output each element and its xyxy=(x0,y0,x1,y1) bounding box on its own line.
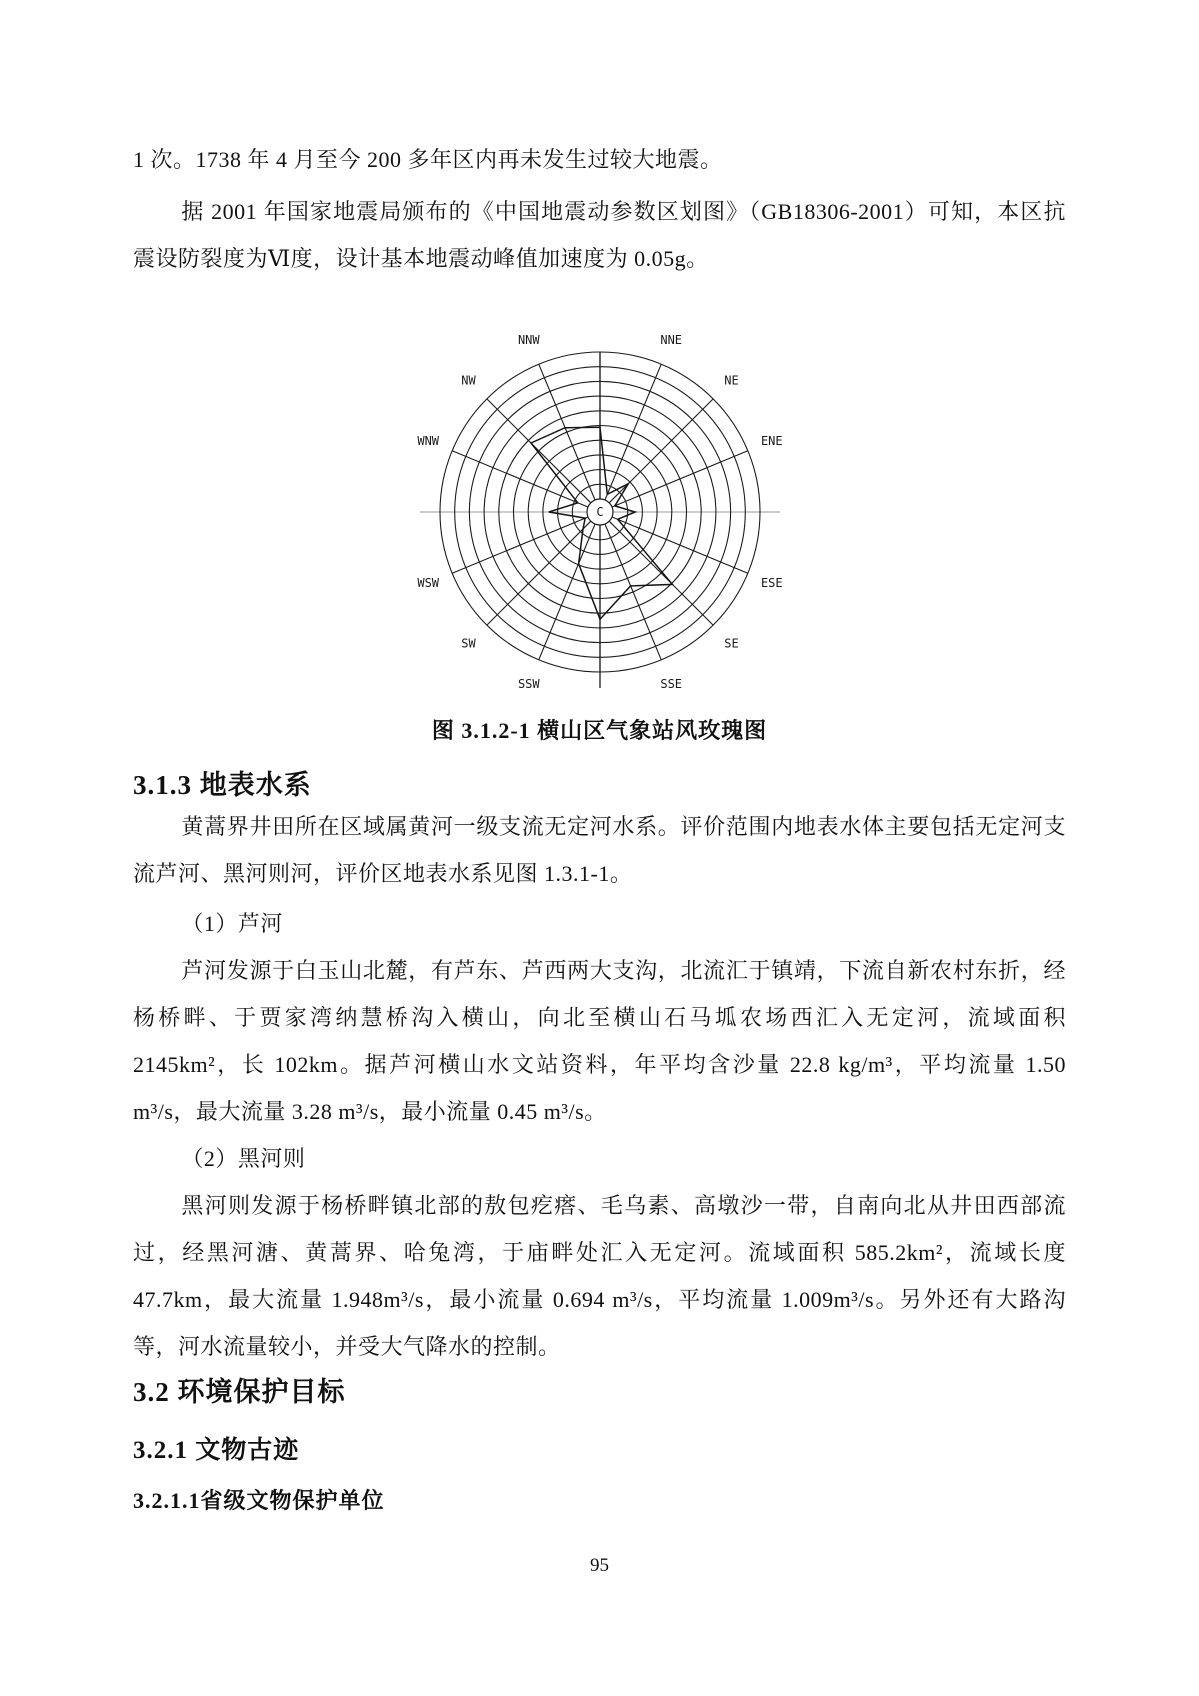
direction-label: ESE xyxy=(760,576,783,591)
list-item-luhe: （1）芦河 xyxy=(181,911,283,936)
direction-label: ENE xyxy=(760,433,783,448)
paragraph-earthquake-history: 1 次。1738 年 4 月至今 200 多年区内再未发生过较大地震。 xyxy=(133,147,723,172)
direction-label: SSE xyxy=(659,676,682,691)
list-item-heiheze: （2）黑河则 xyxy=(181,1146,306,1171)
paragraph-surface-water-overview: 黄蒿界井田所在区域属黄河一级支流无定河水系。评价范围内地表水体主要包括无定河支流芦河、黑河则河，评价区地表水系见图 1.3.1-1。 xyxy=(133,814,1066,886)
page-number: 95 xyxy=(590,1555,609,1576)
direction-label: NE xyxy=(723,373,739,388)
wind-rose-figure xyxy=(390,320,810,702)
paragraph-heiheze-river: 黑河则发源于杨桥畔镇北部的敖包疙瘩、毛乌素、高墩沙一带，自南向北从井田西部流过，经黑河溏、黄蒿界、哈兔湾，于庙畔处汇入无定河。流域面积 585.2km²，流域长度 47.7km，最大流量 1.948m³/s，最小流量 0.694 m³/s，平均流量 1.009m³/s。另外还有大路沟等，河水流量较小，并受大气降水的控制。 xyxy=(133,1193,1066,1359)
direction-label: NNW xyxy=(517,333,540,348)
section-heading-3-2-1-1: 3.2.1.1省级文物保护单位 xyxy=(133,1488,385,1513)
section-heading-3-2-1: 3.2.1 文物古迹 xyxy=(133,1437,300,1464)
center-label: C xyxy=(595,505,604,519)
direction-label: SE xyxy=(723,636,739,651)
direction-label: SSW xyxy=(517,676,540,691)
section-heading-3-2: 3.2 环境保护目标 xyxy=(133,1377,346,1407)
section-heading-3-1-3: 3.1.3 地表水系 xyxy=(133,770,312,800)
paragraph-seismic-parameters: 据 2001 年国家地震局颁布的《中国地震动参数区划图》（GB18306-2001）可知，本区抗震设防裂度为Ⅵ度，设计基本地震动峰值加速度为 0.05g。 xyxy=(133,199,1066,271)
direction-label: WNW xyxy=(416,433,439,448)
figure-caption: 图 3.1.2-1 横山区气象站风玫瑰图 xyxy=(431,718,768,743)
wind-rose-chart xyxy=(390,320,810,702)
direction-label: NNE xyxy=(659,333,682,348)
direction-label: WSW xyxy=(416,576,439,591)
paragraph-luhe-river: 芦河发源于白玉山北麓，有芦东、芦西两大支沟，北流汇于镇靖，下流自新农村东折，经杨桥畔、于贾家湾纳慧桥沟入横山，向北至横山石马坬农场西汇入无定河，流域面积 2145km²，长 102km。据芦河横山水文站资料，年平均含沙量 22.8 kg/m³，平均流量 1.50 m³/s，最大流量 3.28 m³/s，最小流量 0.45 m³/s。 xyxy=(133,958,1066,1124)
direction-label: SW xyxy=(460,636,476,651)
direction-label: NW xyxy=(460,373,476,388)
